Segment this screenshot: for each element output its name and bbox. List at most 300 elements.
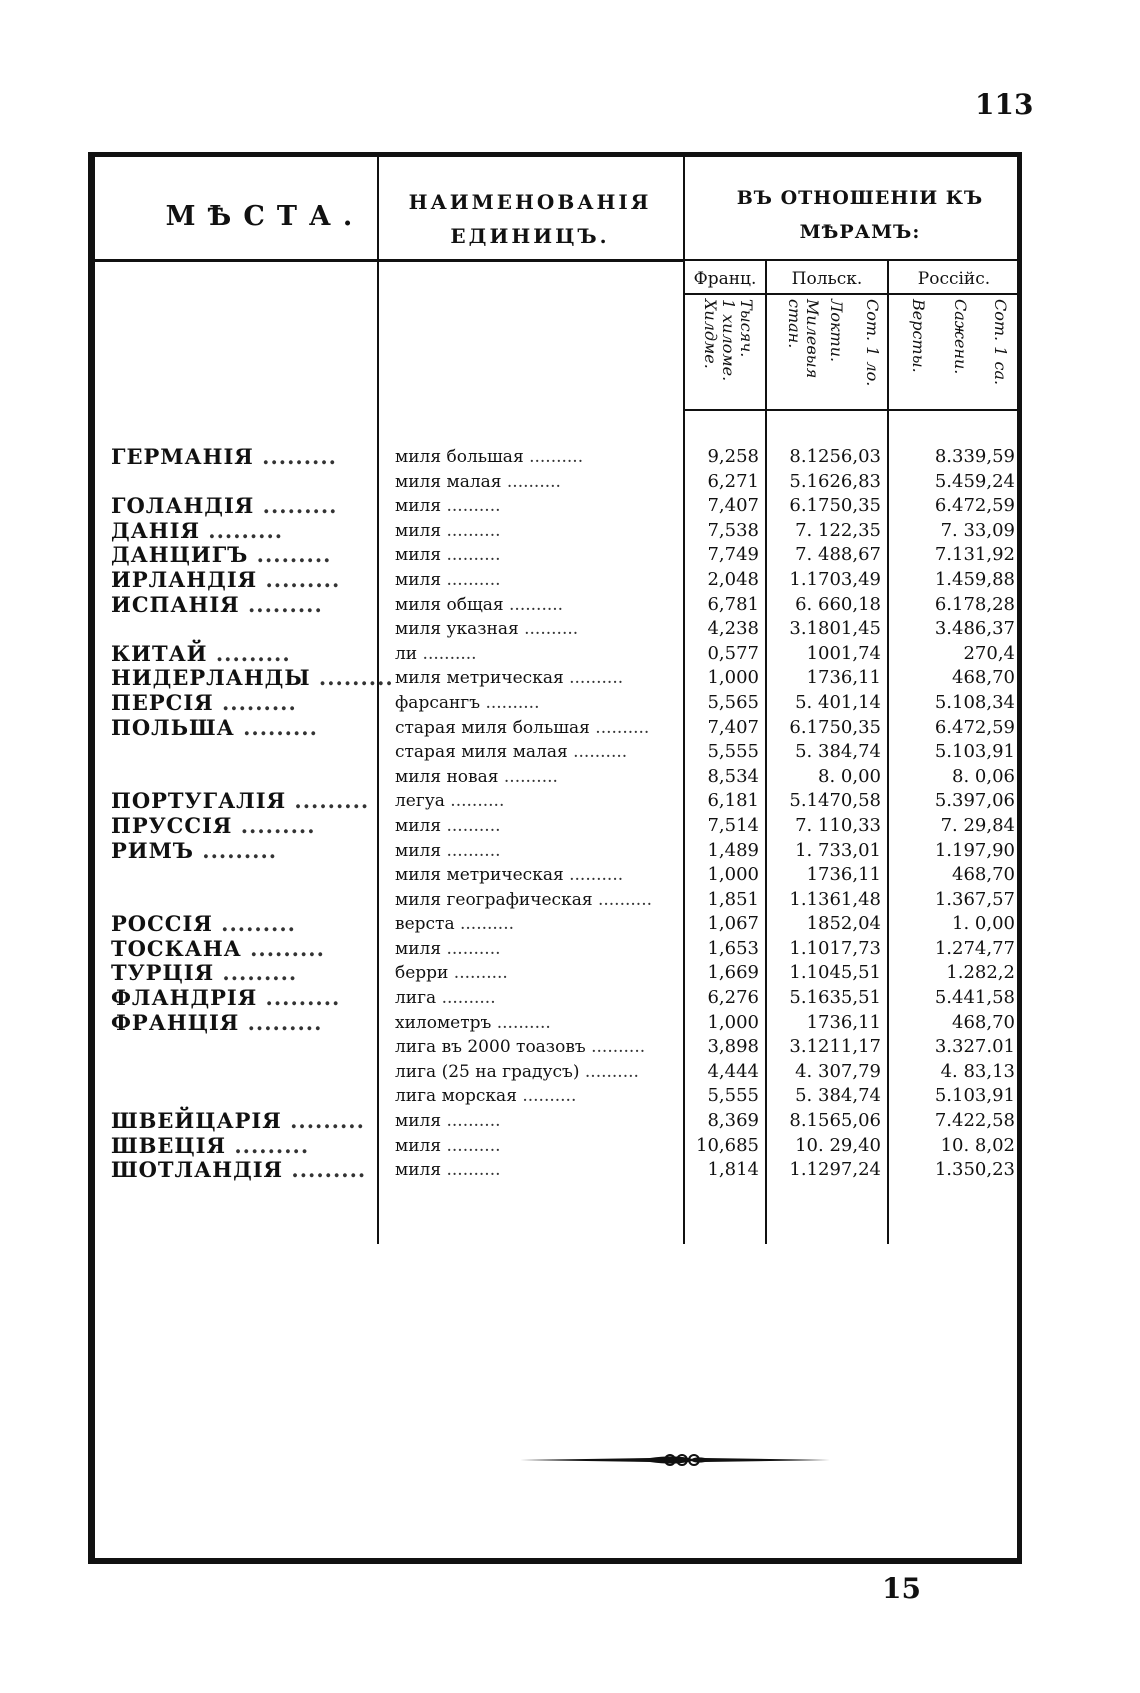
unit-cell (395, 814, 675, 839)
leader-dots: ......... (241, 935, 325, 961)
unit-cell (395, 543, 675, 568)
table-row (95, 1158, 1017, 1183)
russian-value (885, 1134, 1015, 1159)
leader-dots: .......... (417, 643, 477, 664)
french-value-text: 9,258 (707, 446, 759, 467)
unit-cell-text: лига (395, 988, 437, 1009)
sub-polish-miles: Милевыя стан. (785, 299, 822, 379)
table-row (95, 740, 1017, 765)
table-row (95, 568, 1017, 593)
place-cell (111, 1134, 379, 1159)
leader-dots: .......... (441, 496, 501, 517)
french-value-text: 1,851 (707, 888, 759, 910)
leader-dots: ......... (253, 444, 337, 469)
group-bottom-rule (683, 293, 1019, 295)
table-row (95, 888, 1017, 913)
polish-value (765, 765, 881, 790)
french-value-text: 10,685 (696, 1134, 759, 1156)
table-row (95, 691, 1017, 716)
russian-value (885, 839, 1015, 864)
place-cell-text: ТОСКАНА (111, 935, 242, 961)
russian-value (885, 765, 1015, 790)
polish-value (765, 961, 881, 986)
leader-dots: ......... (286, 788, 370, 814)
place-cell (111, 519, 379, 544)
russian-value (885, 716, 1015, 741)
french-value-text: 4,238 (707, 618, 759, 640)
leader-dots: .......... (585, 1037, 646, 1058)
unit-cell (395, 691, 675, 716)
unit-cell-text: миля малая (395, 471, 502, 492)
polish-value (765, 839, 881, 864)
french-value (675, 1035, 759, 1060)
polish-value-text: 8.1565,06 (789, 1110, 881, 1132)
leader-dots: .......... (518, 619, 579, 640)
french-value (675, 568, 759, 593)
russian-value (885, 494, 1015, 519)
unit-cell-text: лига (25 на градусъ) (395, 1061, 580, 1082)
table-row (95, 863, 1017, 888)
french-value (675, 789, 759, 814)
french-value (675, 986, 759, 1011)
polish-value-text: 6.1750,35 (789, 495, 881, 517)
russian-value-text: 7. 33,09 (940, 519, 1015, 541)
polish-value-text: 6.1750,35 (789, 716, 881, 738)
french-value (675, 494, 759, 519)
header-units-line2: ЕДИНИЦЪ. (450, 224, 610, 248)
russian-value-text: 5.103,91 (934, 741, 1015, 763)
russian-value (885, 937, 1015, 962)
french-value (675, 863, 759, 888)
polish-value (765, 1011, 881, 1036)
leader-dots: .......... (436, 988, 496, 1009)
place-cell (111, 1158, 379, 1183)
unit-cell (395, 1109, 675, 1134)
table-row (95, 1084, 1017, 1109)
french-value-text: 6,181 (707, 790, 759, 812)
unit-cell (395, 716, 675, 741)
leader-dots: ......... (257, 566, 341, 592)
russian-value (885, 568, 1015, 593)
unit-cell-text: хилометръ (395, 1012, 492, 1033)
subheader-bottom-rule (683, 409, 1019, 411)
leader-dots: .......... (491, 1012, 551, 1033)
french-value-text: 1,000 (707, 1011, 759, 1033)
french-value (675, 1158, 759, 1183)
french-value (675, 888, 759, 913)
place-cell-text: ИРЛАНДІЯ (111, 566, 258, 592)
polish-value-text: 8.1256,03 (789, 446, 881, 467)
place-cell-text: ПОРТУГАЛІЯ (111, 788, 287, 814)
unit-cell-text: миля (395, 1111, 442, 1132)
place-cell (111, 642, 379, 667)
header-ratio-line1: ВЪ ОТНОШЕНІИ КЪ (736, 187, 984, 209)
polish-value-text: 5. 384,74 (795, 1085, 881, 1107)
polish-value-text: 1001,74 (806, 642, 881, 664)
unit-cell-text: миля метрическая (395, 865, 564, 886)
russian-value (885, 593, 1015, 618)
place-cell-text: ДАНЦИГЪ (111, 542, 249, 568)
leader-dots: .......... (592, 889, 653, 910)
french-value (675, 691, 759, 716)
table-row (95, 543, 1017, 568)
place-cell (111, 961, 379, 986)
russian-value-text: 1.197,90 (934, 839, 1015, 861)
french-value-text: 6,271 (707, 470, 759, 492)
unit-cell (395, 1035, 675, 1060)
russian-value (885, 814, 1015, 839)
place-cell-text: ПОЛЬША (111, 714, 235, 740)
leader-dots: .......... (480, 692, 540, 713)
place-cell (111, 912, 379, 937)
place-cell-text: РИМЪ (111, 837, 194, 863)
place-cell (111, 1109, 379, 1134)
leader-dots: .......... (563, 668, 624, 689)
place-cell (111, 1011, 379, 1036)
polish-value-text: 5.1626,83 (789, 470, 881, 492)
place-cell (111, 445, 379, 470)
unit-cell-text: миля большая (395, 447, 524, 467)
unit-cell (395, 789, 675, 814)
leader-dots: .......... (444, 791, 505, 812)
place-cell (111, 665, 394, 691)
unit-cell-text: миля (395, 938, 442, 959)
group-french: Франц. (693, 269, 757, 289)
sub-polish-ells: Локти. (827, 299, 846, 363)
polish-value-text: 1.1361,48 (789, 888, 881, 910)
leader-dots: .......... (441, 545, 501, 566)
unit-cell-text: фарсангъ (395, 692, 481, 713)
place-cell (111, 691, 379, 716)
polish-value (765, 593, 881, 618)
leader-dots: .......... (589, 717, 650, 738)
leader-dots: ......... (212, 911, 296, 937)
russian-value (885, 863, 1015, 888)
russian-value (885, 1158, 1015, 1183)
unit-cell-text: лига въ 2000 тоазовъ (395, 1037, 586, 1058)
leader-dots: .......... (448, 963, 508, 984)
french-value-text: 0,577 (707, 642, 759, 664)
place-cell-text: НИДЕРЛАНДЫ (111, 665, 311, 691)
french-value (675, 1084, 759, 1109)
polish-value-text: 5. 401,14 (795, 691, 881, 713)
polish-value-text: 1736,11 (806, 1011, 881, 1033)
polish-value-text: 8. 0,00 (818, 765, 881, 787)
russian-value-text: 5.397,06 (934, 790, 1015, 812)
polish-value-text: 3.1211,17 (789, 1036, 881, 1058)
unit-cell (395, 519, 675, 544)
header-units (385, 185, 675, 253)
table-row (95, 494, 1017, 519)
polish-value (765, 789, 881, 814)
french-value (675, 1134, 759, 1159)
polish-value-text: 4. 307,79 (795, 1060, 881, 1082)
russian-value (885, 519, 1015, 544)
french-value-text: 4,444 (707, 1060, 759, 1082)
russian-value (885, 666, 1015, 691)
polish-value (765, 1134, 881, 1159)
polish-value-text: 5.1470,58 (789, 790, 881, 812)
unit-cell (395, 986, 675, 1011)
unit-cell-text: миля общая (395, 594, 504, 615)
unit-cell (395, 642, 675, 667)
polish-value (765, 1084, 881, 1109)
russian-value-text: 8.339,59 (934, 446, 1015, 467)
polish-value-text: 7. 110,33 (795, 814, 881, 836)
unit-cell (395, 912, 675, 937)
unit-cell (395, 1011, 675, 1036)
russian-value (885, 986, 1015, 1011)
russian-value-text: 1.350,23 (934, 1159, 1015, 1181)
russian-value-text: 468,70 (952, 1011, 1015, 1033)
unit-cell-text: старая миля малая (395, 742, 568, 763)
unit-cell-text: миля метрическая (395, 668, 564, 689)
russian-value-text: 3.486,37 (934, 618, 1015, 640)
russian-value-text: 7. 29,84 (940, 814, 1015, 836)
leader-dots: ......... (239, 591, 323, 617)
table-row (95, 986, 1017, 1011)
group-top-rule (683, 259, 1019, 261)
russian-value-text: 3.327.01 (934, 1036, 1015, 1058)
russian-value-text: 6.472,59 (934, 716, 1015, 738)
russian-value-text: 5.103,91 (934, 1085, 1015, 1107)
table-row (95, 839, 1017, 864)
polish-value (765, 445, 881, 470)
unit-cell (395, 1060, 675, 1085)
polish-value (765, 1035, 881, 1060)
group-russian: Россійс. (917, 269, 991, 289)
polish-value-text: 5. 384,74 (795, 741, 881, 763)
table-row (95, 1011, 1017, 1036)
place-cell-text: ПЕРСІЯ (111, 689, 214, 715)
russian-value (885, 1035, 1015, 1060)
french-value-text: 8,534 (707, 765, 759, 787)
russian-value-text: 1.282,2 (946, 962, 1015, 984)
polish-value (765, 1060, 881, 1085)
french-value (675, 445, 759, 470)
polish-value (765, 691, 881, 716)
russian-value (885, 1060, 1015, 1085)
french-value-text: 2,048 (707, 568, 759, 590)
french-value (675, 765, 759, 790)
leader-dots: .......... (441, 815, 501, 836)
polish-value (765, 740, 881, 765)
polish-value-text: 7. 122,35 (795, 519, 881, 541)
unit-cell-text: миля (395, 496, 442, 517)
table-row (95, 1060, 1017, 1085)
unit-cell (395, 765, 675, 790)
unit-cell (395, 617, 675, 642)
unit-cell-text: миля (395, 815, 442, 836)
russian-value (885, 888, 1015, 913)
french-value-text: 7,514 (707, 814, 759, 836)
french-value-text: 7,538 (707, 519, 759, 541)
place-cell (111, 789, 379, 814)
unit-cell (395, 961, 675, 986)
table-row (95, 961, 1017, 986)
french-value (675, 642, 759, 667)
unit-cell (395, 666, 675, 691)
place-cell (111, 716, 379, 741)
russian-value-text: 468,70 (952, 864, 1015, 886)
french-value (675, 543, 759, 568)
leader-dots: ......... (283, 1157, 367, 1183)
russian-value (885, 1011, 1015, 1036)
russian-value (885, 543, 1015, 568)
place-cell (111, 494, 379, 519)
place-cell-text: КИТАЙ (111, 640, 208, 666)
polish-value-text: 1.1017,73 (789, 937, 881, 959)
leader-dots: ......... (213, 689, 297, 715)
french-value (675, 740, 759, 765)
french-value-text: 1,067 (707, 913, 759, 935)
header-units-line1: НАИМЕНОВАНІЯ (408, 190, 652, 214)
polish-value-text: 6. 660,18 (795, 593, 881, 615)
table-row (95, 666, 1017, 691)
sub-french: Тысяч. 1 хиломе. Хилдме. (701, 299, 756, 382)
place-cell (111, 839, 379, 864)
polish-value (765, 863, 881, 888)
place-cell (111, 593, 379, 618)
french-value (675, 1011, 759, 1036)
french-value (675, 1109, 759, 1134)
header-bottom-rule-left (95, 259, 683, 262)
polish-value (765, 814, 881, 839)
leader-dots: .......... (503, 594, 564, 615)
unit-cell-text: миля (395, 840, 442, 861)
russian-value-text: 468,70 (952, 667, 1015, 689)
russian-value-text: 270,4 (963, 642, 1015, 664)
russian-value (885, 912, 1015, 937)
polish-value (765, 1158, 881, 1183)
leader-dots: ......... (239, 1009, 323, 1035)
russian-value-text: 5.108,34 (934, 691, 1015, 713)
unit-cell (395, 863, 675, 888)
header-ratio-line2: МѢРАМЪ: (799, 221, 921, 243)
leader-dots: ......... (207, 640, 291, 666)
french-value-text: 1,000 (707, 864, 759, 886)
russian-value (885, 470, 1015, 495)
polish-value (765, 494, 881, 519)
unit-cell-text: миля географическая (395, 889, 593, 910)
table-row (95, 1134, 1017, 1159)
unit-cell (395, 1134, 675, 1159)
french-value-text: 5,555 (707, 1085, 759, 1107)
unit-cell (395, 445, 675, 470)
place-cell (111, 814, 379, 839)
polish-value-text: 5.1635,51 (789, 987, 881, 1009)
russian-value-text: 6.178,28 (934, 593, 1015, 615)
unit-cell (395, 593, 675, 618)
french-value (675, 912, 759, 937)
unit-cell-text: легуа (395, 791, 445, 812)
table-row (95, 789, 1017, 814)
place-cell (111, 937, 379, 962)
polish-value-text: 1.1297,24 (789, 1159, 881, 1181)
russian-value-text: 5.441,58 (934, 987, 1015, 1009)
polish-value (765, 642, 881, 667)
russian-value-text: 1.274,77 (934, 937, 1015, 959)
polish-value-text: 7. 488,67 (795, 544, 881, 566)
signature-mark: 15 (882, 1572, 921, 1605)
russian-value-text: 6.472,59 (934, 495, 1015, 517)
french-value (675, 839, 759, 864)
table-row (95, 1109, 1017, 1134)
leader-dots: .......... (579, 1061, 639, 1082)
polish-value (765, 543, 881, 568)
french-value-text: 7,407 (707, 716, 759, 738)
table-row (95, 593, 1017, 618)
page-number: 113 (975, 88, 1034, 121)
french-value-text: 5,565 (707, 691, 759, 713)
leader-dots: .......... (498, 766, 558, 787)
russian-value-text: 10. 8,02 (940, 1134, 1015, 1156)
table-row (95, 937, 1017, 962)
french-value-text: 6,276 (707, 987, 759, 1009)
place-cell (111, 543, 379, 568)
place-cell-text: ИСПАНІЯ (111, 591, 240, 617)
leader-dots: ......... (214, 960, 298, 986)
russian-value-text: 8. 0,06 (952, 765, 1015, 787)
french-value-text: 1,653 (707, 937, 759, 959)
leader-dots: ......... (310, 665, 394, 691)
russian-value-text: 7.422,58 (934, 1110, 1015, 1132)
sub-russian-sazhens: Сажени. (951, 299, 970, 375)
table-row (95, 765, 1017, 790)
leader-dots: ......... (193, 837, 278, 863)
polish-value-text: 1.1045,51 (789, 962, 881, 984)
table-row (95, 519, 1017, 544)
french-value-text: 1,000 (707, 667, 759, 689)
leader-dots: ......... (232, 812, 316, 838)
leader-dots: .......... (441, 1160, 501, 1181)
french-value (675, 716, 759, 741)
unit-cell (395, 568, 675, 593)
table-row (95, 617, 1017, 642)
table-frame (88, 152, 1022, 1564)
russian-value-text: 1. 0,00 (952, 913, 1015, 935)
unit-cell-text: миля указная (395, 619, 519, 640)
polish-value (765, 986, 881, 1011)
russian-value-text: 1.459,88 (934, 568, 1015, 590)
polish-value (765, 937, 881, 962)
leader-dots: .......... (454, 914, 515, 935)
table-row (95, 470, 1017, 495)
polish-value-text: 1736,11 (806, 864, 881, 886)
polish-value (765, 1109, 881, 1134)
french-value (675, 814, 759, 839)
place-cell-text: ШВЕЙЦАРІЯ (111, 1108, 282, 1134)
polish-value (765, 568, 881, 593)
polish-value-text: 10. 29,40 (795, 1134, 881, 1156)
french-value (675, 519, 759, 544)
unit-cell-text: миля (395, 569, 442, 590)
polish-value-text: 3.1801,45 (789, 618, 881, 640)
leader-dots: ......... (254, 493, 338, 519)
unit-cell (395, 494, 675, 519)
french-value (675, 593, 759, 618)
sub-russian-versts: Версты. (909, 299, 928, 373)
polish-value (765, 519, 881, 544)
russian-value (885, 445, 1015, 470)
polish-value-text: 1.1703,49 (789, 568, 881, 590)
leader-dots: .......... (516, 1086, 577, 1107)
unit-cell-text: старая миля большая (395, 717, 590, 738)
unit-cell (395, 937, 675, 962)
french-value-text: 7,749 (707, 544, 759, 566)
place-cell-text: ФРАНЦІЯ (111, 1009, 240, 1035)
leader-dots: .......... (567, 742, 628, 763)
